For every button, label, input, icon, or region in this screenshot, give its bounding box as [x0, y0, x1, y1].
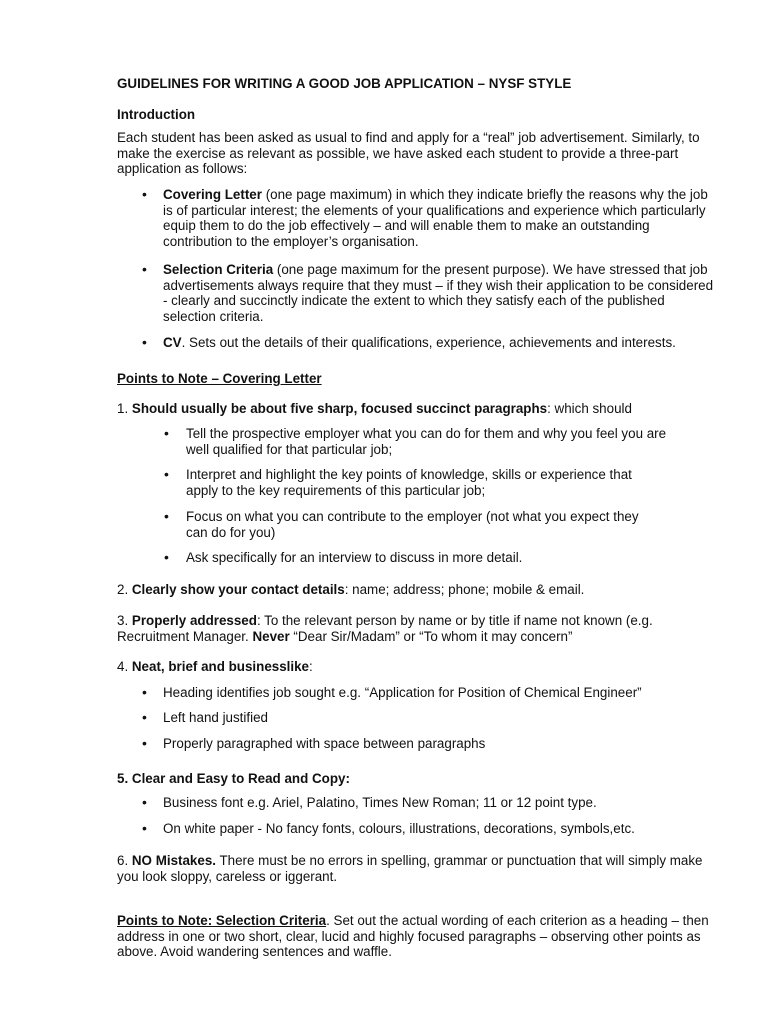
part-cv — [117, 335, 720, 351]
point-rest: There must be no errors in spelling, grammar or punctuation that will simply make you look sloppy, careless or iggerant. — [117, 853, 703, 884]
point-rest: : which should — [547, 401, 632, 416]
part-term: CV — [163, 335, 182, 350]
point-bold: Never — [252, 628, 290, 644]
point-3 — [117, 613, 720, 644]
point-bold: NO Mistakes. — [131, 853, 216, 868]
point-number: 5 — [117, 771, 125, 786]
point-number: 6. — [117, 853, 132, 868]
part-text: . Sets out the details of their qualifications, experience, achievements and interests. — [181, 335, 676, 350]
point-4 — [117, 659, 720, 675]
selection-criteria-heading: Points to Note: Selection Criteria — [117, 913, 327, 928]
point-bold: Clearly show your contact details — [131, 582, 345, 597]
point-1-item: • Interpret and highlight the key points of knowledge, skills or experience that apply to the key requirements of this particular job; — [117, 467, 658, 498]
point-5 — [117, 771, 720, 787]
point-number: 1. — [117, 401, 132, 416]
selection-criteria-text: . Set out the actual wording of each criterion as a heading – then address in one or two short, clear, lucid and highly focused paragraphs – observing other points as above. Avoid wandering sentences and waffle. — [117, 913, 709, 959]
part-term: Covering Letter — [163, 187, 262, 202]
intro-heading: Introduction — [117, 107, 196, 122]
point-1 — [117, 401, 720, 417]
point-6 — [117, 853, 720, 884]
point-number: 3. — [117, 613, 132, 628]
point-5-item: • On white paper - No fancy fonts, colours, illustrations, decorations, symbols,etc. — [117, 821, 720, 837]
point-4-item: • Heading identifies job sought e.g. “Application for Position of Chemical Engineer” — [117, 685, 720, 701]
point-number: 4. — [117, 659, 132, 674]
point-1-item: • Tell the prospective employer what you can do for them and why you feel you are well qualified for that particular job; — [117, 426, 678, 457]
part-covering-letter — [117, 187, 720, 249]
point-bold: Neat, brief and businesslike — [131, 659, 310, 674]
point-number: 2. — [117, 582, 132, 597]
point-bold: Properly addressed — [131, 613, 257, 628]
point-4-item: • Left hand justified — [117, 710, 720, 726]
point-bold: . Clear and Easy to Read and Copy: — [124, 771, 350, 786]
part-term: Selection Criteria — [163, 262, 274, 277]
intro-paragraph: Each student has been asked as usual to find and apply for a “real” job advertisement. Similarly, to make the exercise as relevant as possible, we have asked each student to provide a three-part application as follows: — [117, 130, 700, 176]
point-1-item: • Ask specifically for an interview to discuss in more detail. — [117, 550, 720, 566]
point-5-item: • Business font e.g. Ariel, Palatino, Times New Roman; 11 or 12 point type. — [117, 795, 720, 811]
covering-letter-heading: Points to Note – Covering Letter — [117, 371, 322, 386]
selection-criteria-paragraph — [117, 913, 720, 960]
part-selection-criteria — [117, 262, 720, 324]
point-rest: : name; address; phone; mobile & email. — [344, 582, 585, 597]
part-text: (one page maximum for the present purpose). We have stressed that job advertisements always require that they must – if they wish their application to be considered - clearly and succinctly indicate the extent to which they satisfy each of the published selection criteria. — [163, 262, 714, 324]
point-rest: “Dear Sir/Madam” or “To whom it may concern” — [289, 628, 573, 644]
point-4-item: • Properly paragraphed with space between paragraphs — [117, 736, 720, 752]
point-bold: Should usually be about five sharp, focused succinct paragraphs — [131, 401, 548, 416]
document-title: GUIDELINES FOR WRITING A GOOD JOB APPLICATION – NYSF STYLE — [117, 76, 572, 91]
point-rest: : To the relevant person by name or by title if name not known (e.g. Recruitment Manager. — [117, 613, 653, 644]
point-2 — [117, 582, 720, 598]
point-rest: : — [309, 659, 313, 674]
point-1-item: • Focus on what you can contribute to the employer (not what you expect they can do for you) — [117, 509, 658, 540]
part-text: (one page maximum) in which they indicate briefly the reasons why the job is of particular interest; the elements of your qualifications and experience which particularly equip them to do the job effectively – and will enable them to make an outstanding contribution to the employer’s organisation. — [163, 187, 708, 249]
